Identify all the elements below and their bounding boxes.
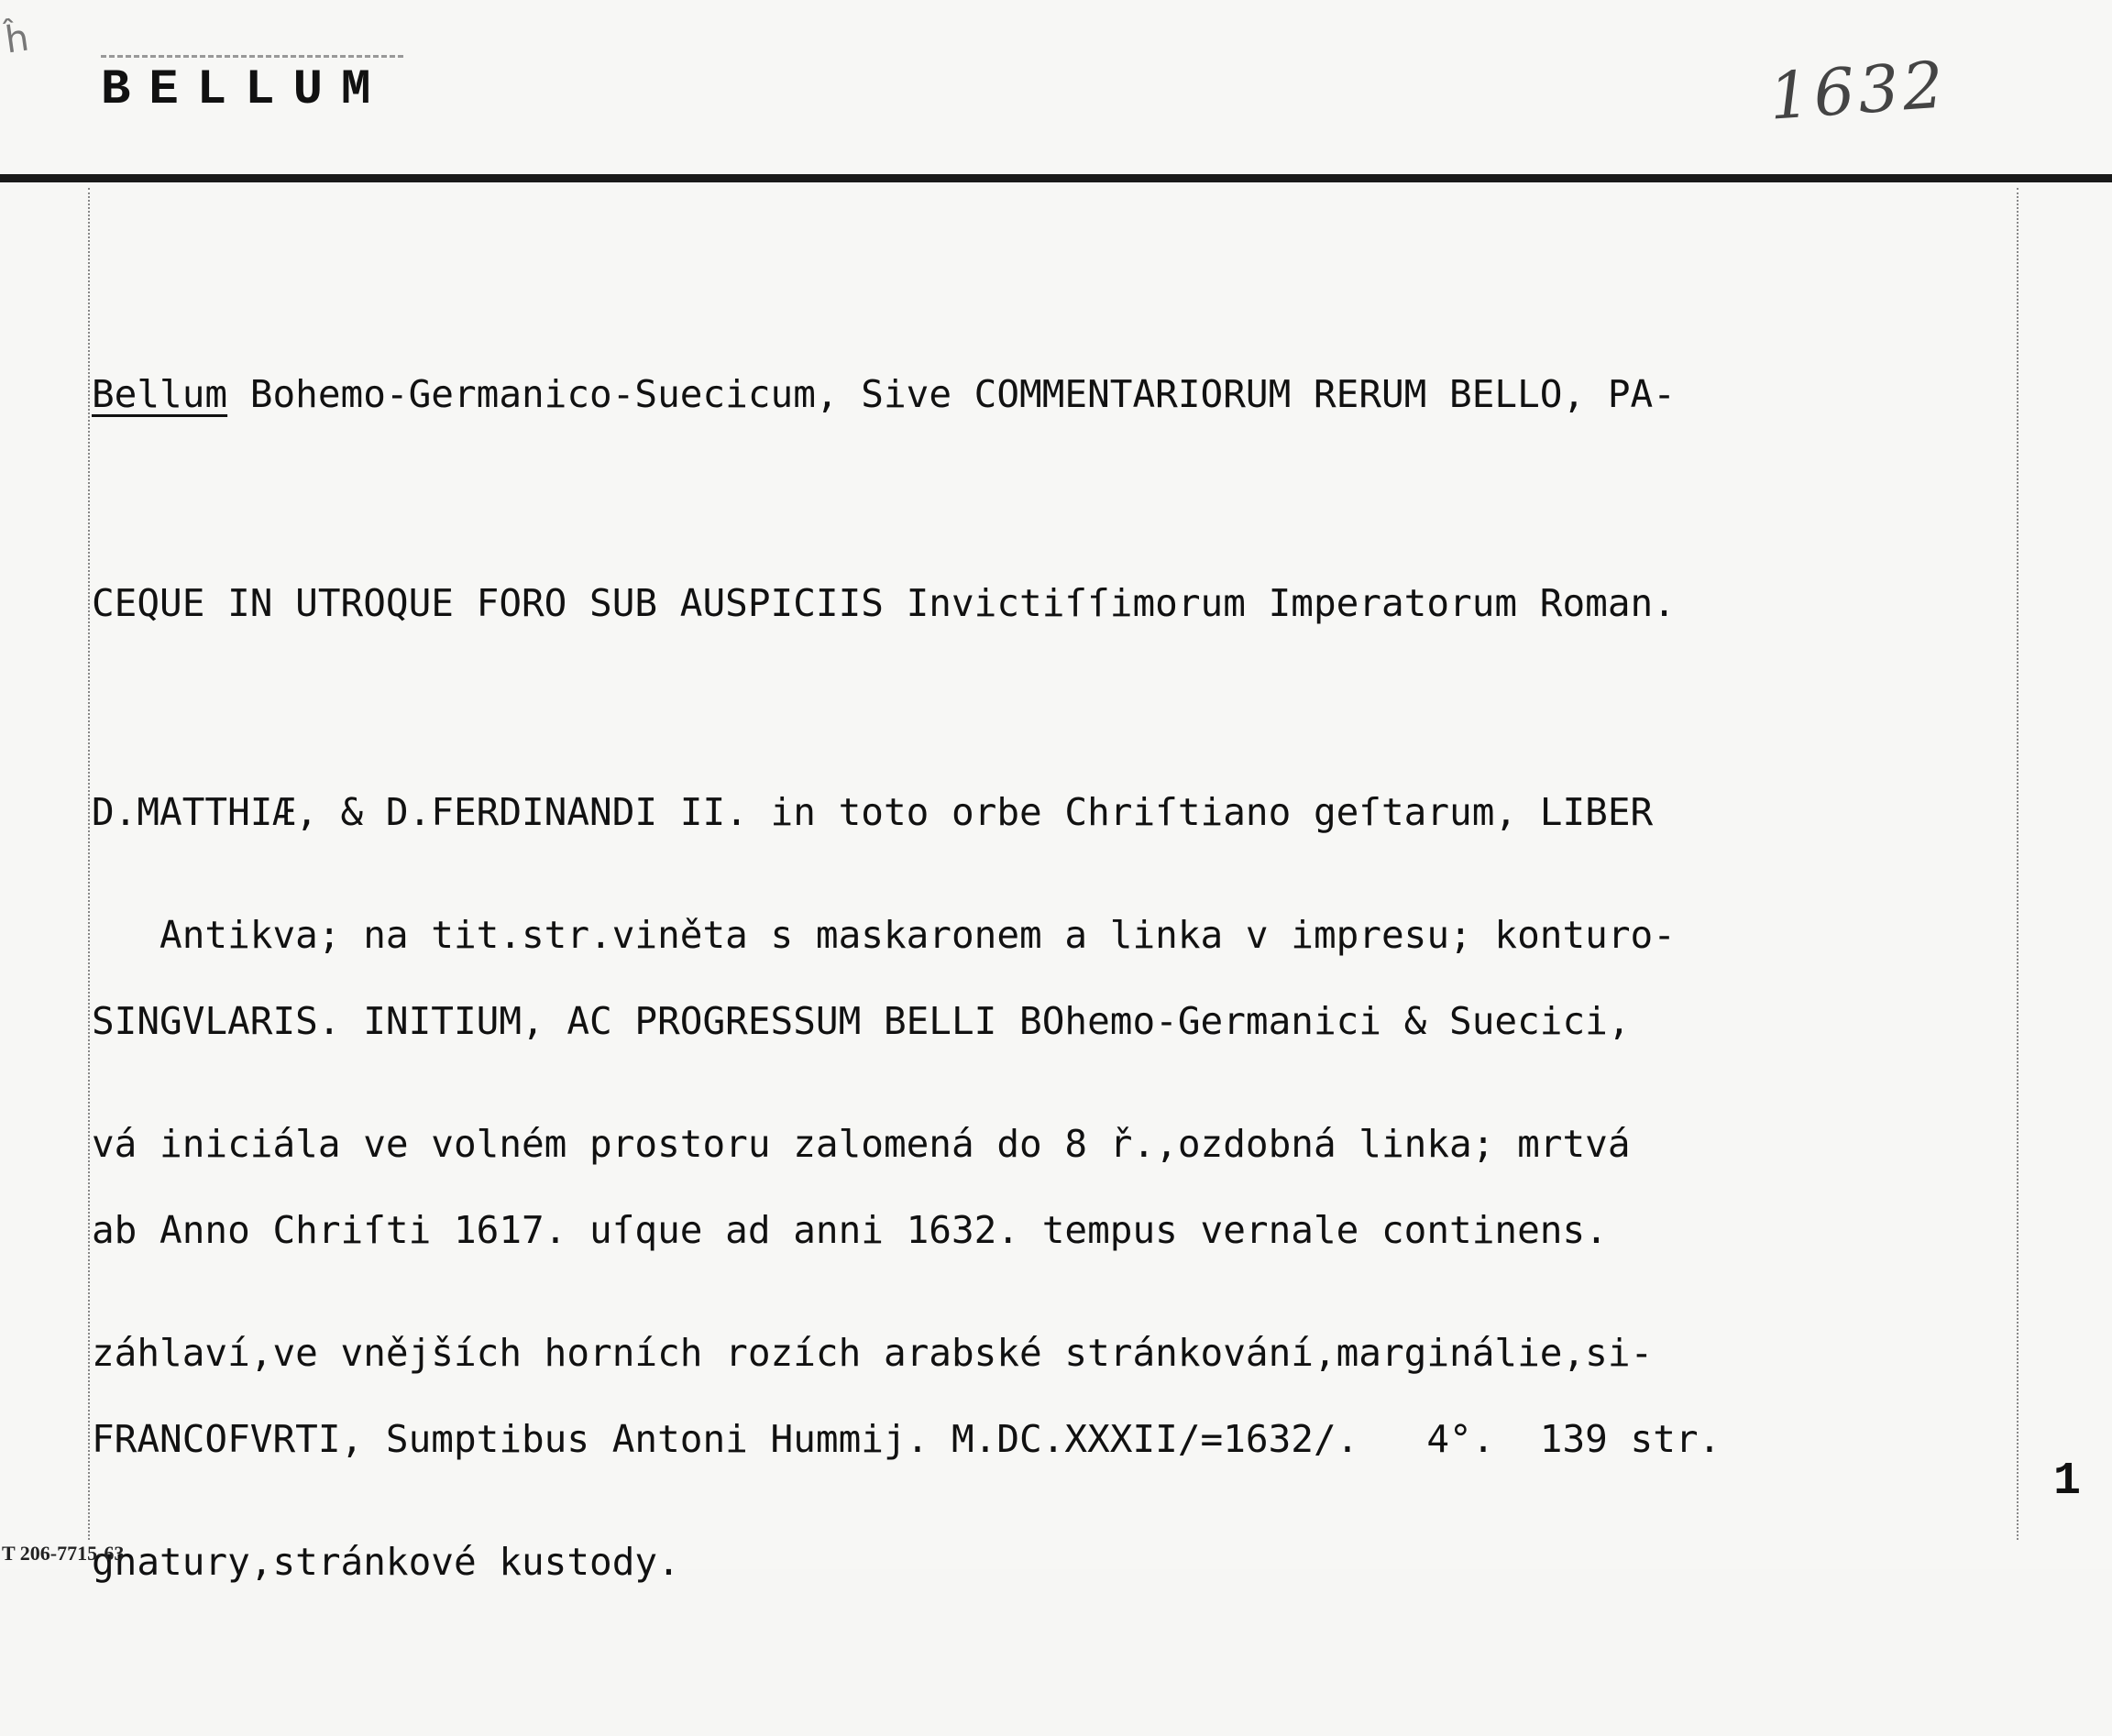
heading-dashes [101, 55, 403, 58]
card-heading: BELLUM [101, 62, 390, 118]
entry-line [92, 568, 2035, 638]
corner-pencil-mark: ĥ [2, 16, 32, 62]
entry-line-text: CEQUE IN UTROQUE FORO SUB AUSPICIIS Invictiſſimorum Imperatorum Roman. [92, 581, 1676, 625]
entry-lead-word: Bellum [92, 372, 228, 416]
note-line: záhlaví,ve vnějších horních rozích arabské stránkování,marginálie,si- [92, 1331, 1654, 1375]
entry-line-text: ab Anno Chriſti 1617. uſque ad anni 1632. tempus vernale continens. [92, 1208, 1608, 1252]
description-notes [92, 761, 2035, 1736]
entry-line-text: D.MATTHIÆ, & D.FERDINANDI II. in toto orbe Chriſtiano geſtarum, LIBER [92, 790, 1654, 834]
entry-line [92, 359, 2035, 429]
note-line: vá iniciála ve volném prostoru zalomená do 8 ř.,ozdobná linka; mrtvá [92, 1122, 1631, 1166]
note-line: gnatury,stránkové kustody. [92, 1540, 680, 1584]
left-margin-line [88, 188, 90, 1540]
note-line: Antikva; na tit.str.viněta s maskaronem a linka v impresu; konturo- [92, 913, 1676, 957]
print-code: T 206-7715-63 [2, 1542, 125, 1565]
entry-line-text: SINGVLARIS. INITIUM, AC PROGRESSUM BELLI BOhemo-Germanici & Suecici, [92, 999, 1631, 1043]
entry-line-text: FRANCOFVRTI, Sumptibus Antoni Hummij. M.DC.XXXII/=1632/. 4°. 139 str. [92, 1417, 1722, 1461]
entry-line-text: Bohemo-Germanico-Suecicum, Sive COMMENTARIORUM RERUM BELLO, PA- [227, 372, 1676, 416]
card-number: 1 [2053, 1456, 2082, 1508]
header-rule [0, 174, 2112, 182]
handwritten-year: 1632 [1766, 47, 1950, 135]
